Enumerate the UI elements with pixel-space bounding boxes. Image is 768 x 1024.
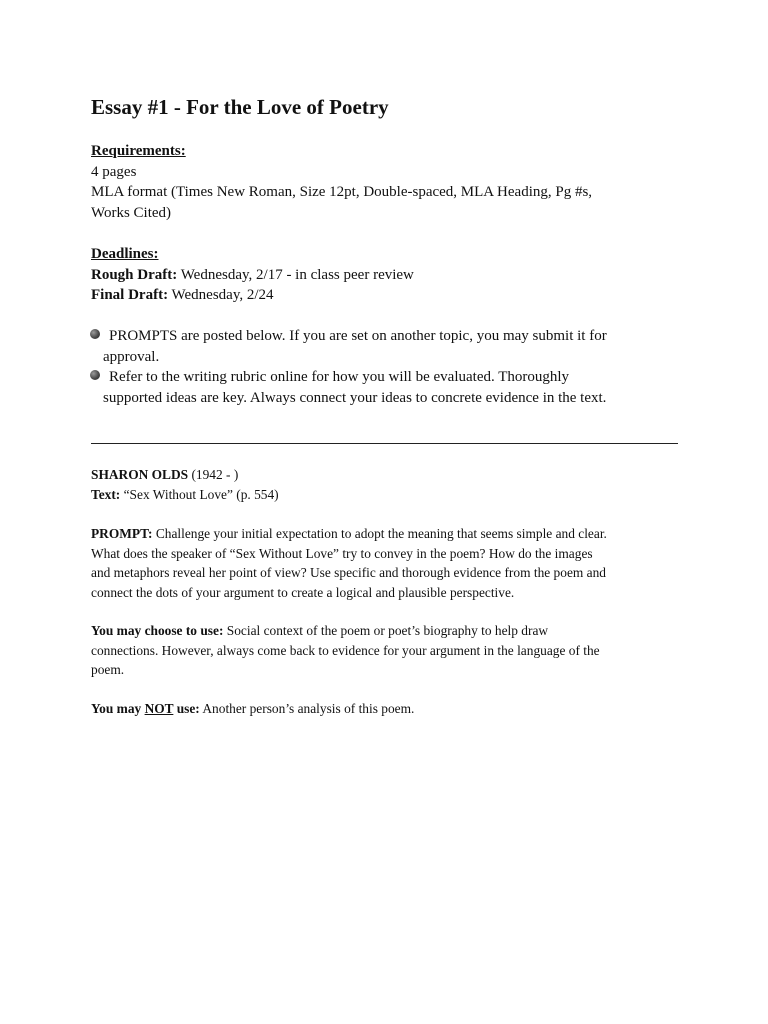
final-draft-line — [91, 285, 691, 306]
prompt-line: and metaphors reveal her point of view? Use specific and thorough evidence from the poem and — [91, 565, 606, 580]
author-years: (1942 - ) — [188, 467, 239, 482]
prompt-line: Challenge your initial expectation to adopt the meaning that seems simple and clear. — [152, 526, 607, 541]
requirements-pages: 4 pages — [91, 163, 137, 180]
may-use-line: Social context of the poem or poet’s biography to help draw — [223, 623, 549, 638]
author-section — [91, 465, 681, 504]
bullet-line: PROMPTS are posted below. If you are set on another topic, you may submit it for — [109, 328, 607, 344]
prompt-line: connect the dots of your argument to create a logical and plausible perspective. — [91, 584, 515, 600]
final-draft-value: Wednesday, 2/24 — [168, 287, 274, 303]
rough-draft-label: Rough Draft: — [91, 266, 178, 283]
requirements-format-line1: MLA format (Times New Roman, Size 12pt, Double-spaced, MLA Heading, Pg #s, — [91, 184, 593, 200]
text-label: Text: — [91, 486, 121, 502]
requirements-heading: Requirements: — [91, 143, 186, 159]
requirements-section — [91, 141, 691, 223]
may-use-line: connections. However, always come back to evidence for your argument in the language of the — [91, 642, 600, 658]
prompt-section — [91, 524, 681, 602]
author-name: SHARON OLDS — [91, 467, 189, 482]
bullet-line: Refer to the writing rubric online for how you will be evaluated. Thoroughly — [109, 369, 570, 385]
may-not-label-not: NOT — [144, 701, 174, 716]
deadlines-heading: Deadlines: — [91, 246, 159, 262]
requirements-format-line2: Works Cited) — [91, 204, 172, 221]
bullet-icon — [90, 329, 100, 339]
bullet-icon — [90, 370, 100, 380]
may-use-label: You may choose to use: — [91, 623, 224, 638]
may-not-label — [91, 701, 200, 716]
bullet-list — [89, 326, 689, 408]
prompt-line: What does the speaker of “Sex Without Love” try to convey in the poem? How do the images — [91, 545, 593, 561]
bullet-item — [89, 367, 689, 408]
rough-draft-line — [91, 265, 691, 286]
may-not-use-section — [91, 699, 681, 719]
deadlines-section — [91, 244, 691, 306]
may-use-line: poem. — [91, 662, 125, 677]
bullet-item — [89, 326, 689, 367]
may-use-section — [91, 621, 681, 680]
may-not-label-post: use: — [173, 701, 200, 716]
bullet-line: supported ideas are key. Always connect your ideas to concrete evidence in the text. — [103, 389, 607, 406]
rough-draft-value: Wednesday, 2/17 - in class peer review — [177, 266, 414, 283]
final-draft-label: Final Draft: — [91, 287, 169, 303]
document-title: Essay #1 - For the Love of Poetry — [91, 95, 389, 119]
prompt-label: PROMPT: — [91, 526, 153, 541]
may-not-value: Another person’s analysis of this poem. — [199, 701, 415, 716]
horizontal-divider — [91, 443, 678, 444]
bullet-line: approval. — [103, 348, 160, 365]
may-not-label-pre: You may — [91, 701, 145, 716]
text-value: “Sex Without Love” (p. 554) — [120, 486, 279, 502]
